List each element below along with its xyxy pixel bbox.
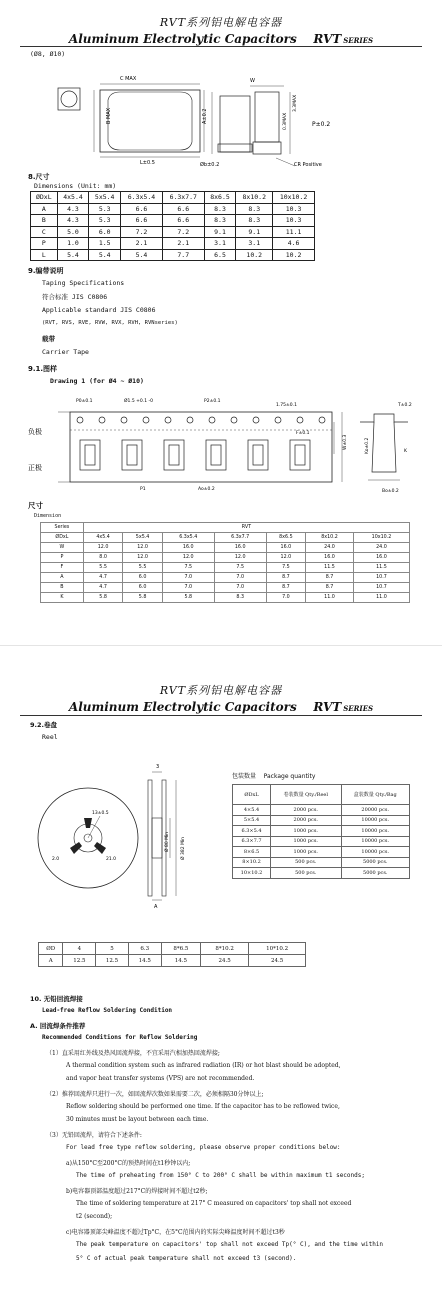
header-rule: [20, 715, 422, 716]
header-title-en: Aluminum Electrolytic Capacitors RVT SERIES: [68, 32, 374, 46]
label-w: W: [250, 78, 255, 84]
reel-label-g: A: [154, 904, 158, 910]
item-b-en-2: t2 (second);: [76, 1213, 113, 1220]
section-8-title: 8.尺寸: [28, 173, 50, 181]
tape-dimension-table: [40, 522, 410, 603]
section-10-title: 10. 无铅回流焊接: [30, 995, 83, 1003]
label-positive: 正极: [28, 464, 42, 472]
section-a-title: A. 回流焊条件推荐: [30, 1022, 86, 1030]
label-dia: Øb±0.2: [200, 162, 220, 168]
label-w: W±0.3: [343, 434, 348, 450]
package-quantity-table: [232, 784, 410, 879]
table-row: W 12.0 12.0 16.0 16.0 16.0 24.0 24.0: [41, 543, 410, 553]
table-row: K 5.8 5.8 5.8 8.3 7.0 11.0 11.0: [41, 593, 410, 603]
carrier-cn: 载带: [42, 335, 55, 343]
reel-label-a: 13±0.5: [92, 811, 109, 816]
carrier-tape-drawing: [28, 392, 420, 500]
item-1-en-2: and vapor heat transfer systems (VPS) are not recommended.: [66, 1075, 255, 1082]
page-2: [0, 660, 442, 1300]
header-rule: [20, 46, 422, 47]
table-row: A 4.3 5.3 6.6 6.6 8.3 8.3 10.3: [31, 203, 315, 215]
label-d1: Ø1.5 +0.1 -0: [124, 399, 153, 404]
item-2-en-2: 30 minutes must be layout between each time.: [66, 1116, 209, 1123]
label-c-max: C MAX: [120, 76, 137, 82]
item-1-cn: （1）直采用红外线及热风回流焊接，不宜采用汽相加热回流焊接;: [46, 1050, 220, 1057]
label-bo: Bo±0.2: [382, 489, 399, 494]
page-header: [0, 660, 442, 714]
label-side-h: 3.3MAX: [293, 94, 298, 112]
label-k: K: [404, 449, 407, 454]
page-separator: [0, 645, 442, 660]
section-9-2-title: 9.2.卷盘: [30, 721, 57, 729]
capacitor-outline-drawing: [50, 62, 390, 167]
taping-standard-cn: 符合标准 JIS C0806: [42, 293, 108, 301]
item-b-cn: b)电容器顶部温度超过217°C的焊接时间不超过t2秒;: [66, 1188, 208, 1195]
item-c-en-1: The peak temperature on capacitors' top shall not exceed Tp(° C), and the time within: [76, 1241, 384, 1248]
item-1-en-1: A thermal condition system such as infrared radiation (IR) or hot blast should be adopted,: [66, 1062, 341, 1069]
dimensions-table: [30, 191, 315, 261]
table-row: 4×5.4 2000 pcs. 20000 pcs.: [233, 805, 410, 816]
reel-label-d: Ø 80 Min: [165, 831, 170, 852]
taping-spec-en: Taping Specifications: [42, 279, 125, 287]
dimension-title-cn: 尺寸: [28, 501, 43, 510]
taping-series: (RVT, RVS, RVE, RVW, RVX, RVH, RVNseries): [42, 320, 178, 326]
label-p1: P1: [140, 487, 146, 492]
header-title-cn: RVT系列铝电解电容器: [159, 684, 283, 697]
page-1: [0, 0, 442, 645]
table-row: B 4.7 6.0 7.0 7.0 8.7 8.7 10.7: [41, 583, 410, 593]
reel-label-f: 3: [156, 764, 160, 770]
table-row: C 5.0 6.0 7.2 7.2 9.1 9.1 11.1: [31, 226, 315, 238]
table-row: P 8.0 12.0 12.0 12.0 12.0 16.0 16.0: [41, 553, 410, 563]
item-a-cn: a)从150°C至200°C的预热时间在t1秒钟以内;: [66, 1160, 191, 1167]
table-row: A 4.7 6.0 7.0 7.0 8.7 8.7 10.7: [41, 573, 410, 583]
label-w1: 1.75±0.1: [276, 403, 297, 408]
table-row: 6.3×5.4 1000 pcs. 10000 pcs.: [233, 826, 410, 837]
reel-label-e: Ø 382 Min: [181, 837, 186, 860]
item-2-en-1: Reflow soldering should be performed one time. If the capacitor has to be reflowed twice,: [66, 1103, 340, 1110]
item-c-en-2: 5° C of actual peak temperature shall not exceed t3 (second).: [76, 1255, 297, 1262]
page-header: [0, 0, 442, 46]
qty-title: 包装数量 Package quantity: [232, 773, 316, 780]
label-ao: Ao±0.2: [198, 487, 215, 492]
table-header-row: ØDxL 4x5.4 5x5.4 6.3x5.4 6.3x7.7 8x6.5 8x10.2 10x10.2: [41, 533, 410, 543]
label-b-max: B MAX: [106, 107, 112, 124]
label-cr: CR Positive: [294, 162, 322, 168]
drawing-1-label: Drawing 1 (for Ø4 ~ Ø10): [50, 377, 144, 385]
reel-en: Reel: [42, 733, 58, 741]
item-2-cn: （2）推荐回流焊只进行一次，如回流焊次数如果需要二次，必须相隔30分钟以上;: [46, 1091, 264, 1098]
section-9-1-title: 9.1.图样: [28, 365, 58, 373]
item-c-cn: c)电容器顶部尖峰温度不超过Tp°C，在5°C范围内的实际尖峰温度时间不超过t3秒: [66, 1229, 285, 1236]
section-10-en: Lead-free Reflow Soldering Condition: [42, 1007, 173, 1014]
label-ko: Ko±0.2: [365, 437, 370, 454]
section-a-en: Recommended Conditions for Reflow Soldering: [42, 1034, 198, 1041]
label-t: T±0.2: [398, 403, 412, 408]
label-p: P±0.2: [312, 121, 331, 128]
taping-standard-en: Applicable standard JIS C0806: [42, 306, 156, 314]
table-row: B 4.3 5.3 6.6 6.6 8.3 8.3 10.3: [31, 215, 315, 227]
table-row: 10×10.2 500 pcs. 5000 pcs.: [233, 868, 410, 879]
label-negative: 负极: [28, 428, 42, 436]
label-side-w: 0.3MAX: [283, 112, 288, 130]
table-row: 6.3×7.7 1000 pcs. 10000 pcs.: [233, 836, 410, 847]
dimensions-title: Dimensions (Unit: mm): [34, 182, 117, 190]
label-l: L±0.5: [140, 160, 155, 166]
dimension-title-en: Dimension: [34, 513, 62, 519]
label-p0: P0±0.1: [76, 399, 93, 404]
item-b-en-1: The time of soldering temperature at 217° C measured on capacitors' top shall not exceed: [76, 1200, 352, 1207]
table-row: A 12.5 12.5 14.5 14.5 24.5 24.5: [39, 955, 306, 967]
table-row: L 5.4 5.4 5.4 7.7 6.5 10.2 10.2: [31, 249, 315, 261]
reel-label-c: 21.0: [106, 857, 117, 862]
reel-label-b: 2.0: [52, 857, 60, 862]
table-header-row: ØDxL 4x5.4 5x5.4 6.3x5.4 6.3x7.7 8x6.5 8x10.2 10x10.2: [31, 192, 315, 204]
table-row: 5×5.4 2000 pcs. 10000 pcs.: [233, 815, 410, 826]
table-row: P 1.0 1.5 2.1 2.1 3.1 3.1 4.6: [31, 238, 315, 250]
reel-size-table: [38, 942, 306, 967]
table-header-row: Series RVT: [41, 523, 410, 533]
label-f: F±0.1: [296, 431, 310, 436]
header-title-cn: RVT系列铝电解电容器: [159, 16, 283, 29]
table-row: 8×10.2 500 pcs. 5000 pcs.: [233, 857, 410, 868]
table-row: F 5.5 5.5 7.5 7.5 7.5 11.5 11.5: [41, 563, 410, 573]
carrier-en: Carrier Tape: [42, 348, 89, 356]
label-p2: P2±0.1: [204, 399, 221, 404]
size-note: (Ø8, Ø10): [30, 50, 66, 58]
table-header-row: ØDxL 卷装数量 Qty./Reel 盒装数量 Qty./Bag: [233, 785, 410, 805]
header-title-en: Aluminum Electrolytic Capacitors RVT SERIES: [68, 700, 374, 714]
section-9-title: 9.编带说明: [28, 267, 64, 275]
reel-drawing: [30, 760, 230, 910]
table-row: 8×6.5 1000 pcs. 10000 pcs.: [233, 847, 410, 858]
item-a-en: The time of preheating from 150° C to 200° C shall be within maximum t1 seconds;: [76, 1172, 365, 1179]
label-a: A±0.2: [202, 108, 208, 124]
table-header-row: ØD 4 5 6.3 8*6.5 8*10.2 10*10.2: [39, 943, 306, 955]
item-3-cn: （3）无铅回流焊，请符合下述条件:: [46, 1132, 142, 1139]
item-3-en: For lead free type reflow soldering, please observe proper conditions below:: [66, 1144, 341, 1151]
